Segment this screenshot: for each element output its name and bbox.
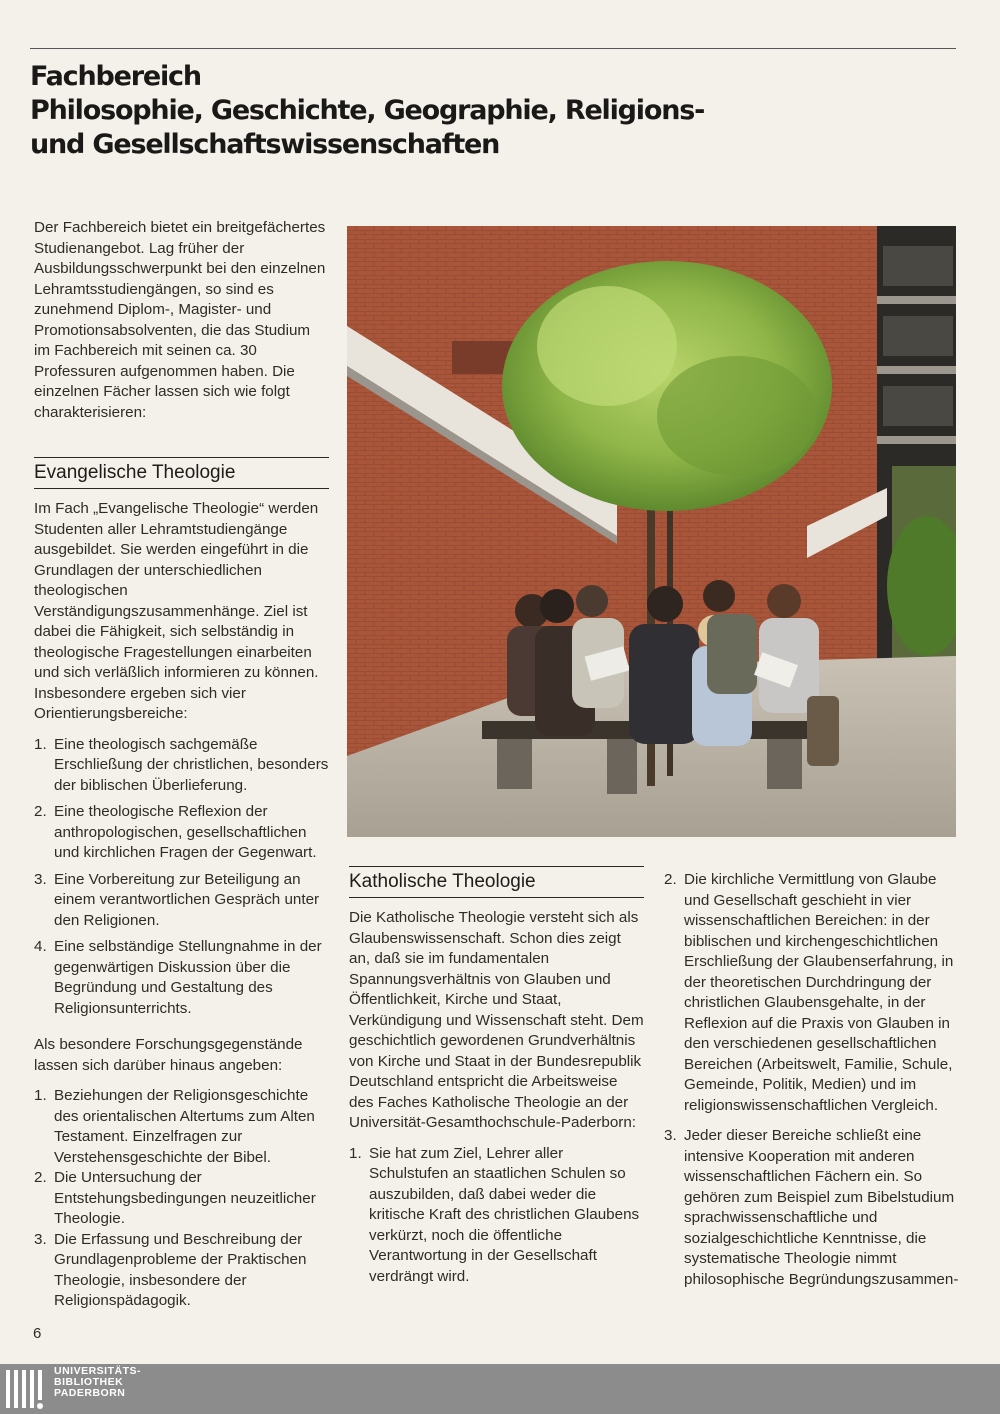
- list-item: 4. Eine selbständige Stellungnahme in der gegenwärtigen Diskussion über die Begründung und Gestaltung des Religionsunterrichts.: [34, 938, 322, 1017]
- section-heading-evangelische-theologie: Evangelische Theologie: [34, 457, 329, 489]
- list-item: 1. Sie hat zum Ziel, Lehrer aller Schulstufen an staatlichen Schulen so auszubilden, daß dabei weder die kritische Kraft des christlichen Glaubens verkürzt, noch die öffentliche Verantwortung in der Gesellschaft verdrängt wird.: [349, 1144, 640, 1285]
- page-title: [30, 60, 730, 162]
- list-item: 2. Die Untersuchung der Entstehungsbedingungen neuzeitlicher Theologie.: [34, 1169, 316, 1227]
- photo-illustration: [347, 226, 956, 837]
- list-item: 3. Eine Vorbereitung zur Beteiligung an einem verantwortlichen Gespräch unter den Religionen.: [34, 870, 320, 929]
- katholisch-list-part2: [664, 870, 959, 1290]
- orientation-list: [34, 735, 329, 1020]
- campus-photo: [347, 226, 956, 837]
- katholisch-list-part1: [349, 1144, 644, 1288]
- list-item: 2. Eine theologische Reflexion der anthropologischen, gesellschaftlichen und kirchlichen Fragen der Gegenwart.: [34, 803, 317, 861]
- column-left: [34, 218, 329, 1312]
- column-right: [664, 870, 959, 1296]
- library-footer-bar: [0, 1364, 1000, 1414]
- list-item: 3. Die Erfassung und Beschreibung der Grundlagenprobleme der Praktischen Theologie, insbesondere der Religionspädagogik.: [34, 1230, 307, 1309]
- page-number: 6: [33, 1325, 42, 1342]
- top-rule: [30, 48, 956, 49]
- evangelisch-body: Im Fach „Evangelische Theologie“ werden Studenten aller Lehramtstudiengänge ausgebildet. Sie werden eingeführt in die Grundlagen der unterschiedlichen theologischen Verständigungszusammenhänge. Ziel ist dabei die Fähigkeit, sich selbständig in theologische Fragestellungen einarbeiten und sich verläßlich informieren zu können. Insbesondere ergeben sich vier Orientierungsbereiche:: [34, 500, 319, 722]
- research-intro: Als besondere Forschungsgegenstände lassen sich darüber hinaus angeben:: [34, 1036, 303, 1074]
- list-item: 3. Jeder dieser Bereiche schließt eine intensive Kooperation mit anderen wissenschaftlichen Fächern ein. So gehören zum Beispiel zum Bibelstudium sprachwissenschaftliche und sozialgeschichtliche Kenntnisse, die systematische Theologie nimmt philosophische Begründungszusammen-: [664, 1127, 959, 1288]
- title-line: und Gesellschaftswissenschaften: [30, 129, 500, 160]
- column-middle: [349, 866, 644, 1293]
- intro-paragraph: Der Fachbereich bietet ein breitgefächertes Studienangebot. Lag früher der Ausbildungsschwerpunkt bei den einzelnen Lehramtsstudiengängen, so sind es zunehmend Diplom-, Magister- und Promotionsabsolventen, die das Studium im Fachbereich mit seinen ca. 30 Professuren aufgenommen haben. Die einzelnen Fächer lassen sich wie folgt charakterisieren:: [34, 219, 326, 421]
- title-line: Philosophie, Geschichte, Geographie, Religions-: [30, 95, 705, 126]
- research-list: [34, 1086, 329, 1312]
- section-heading-katholische-theologie: Katholische Theologie: [349, 866, 644, 898]
- list-item: 1. Beziehungen der Religionsgeschichte des orientalischen Altertums zum Alten Testament. Einzelfragen zur Verstehensgeschichte der Bibel.: [34, 1087, 315, 1166]
- library-logo-icon: [4, 1366, 48, 1412]
- list-item: 1. Eine theologisch sachgemäße Erschließung der christlichen, besonders der biblischen Überlieferung.: [34, 735, 329, 794]
- katholisch-body: Die Katholische Theologie versteht sich als Glaubenswissenschaft. Schon dies zeigt an, daß sie im fundamentalen Spannungsverhältnis von Glauben und Öffentlichkeit, Kirche und Staat, Verkündigung und Wissenschaft steht. Dem geschichtlich gewordenen Grundverhältnis von Kirche und Staat in der Bundesrepublik Deutschland entspricht die Arbeitsweise des Faches Katholische Theologie an der Universität-Gesamthochschule-Paderborn:: [349, 909, 644, 1131]
- library-name: UNIVERSITÄTS- BIBLIOTHEK PADERBORN: [54, 1365, 142, 1399]
- list-item: 2. Die kirchliche Vermittlung von Glaube und Gesellschaft geschieht in vier wissenschaftlichen Bereichen: in der biblischen und kirchengeschichtlichen Erschließung der Glaubenserfahrung, in der theoretischen Durchdringung der christlichen Glaubensgehalte, in der Reflexion auf die Praxis von Glauben in den verschiedenen gesellschaftlichen Bereichen (Arbeitswelt, Familie, Schule, Gemeinde, Politik, Medien) und im religionswissenschaftlichen Vergleich.: [664, 871, 954, 1114]
- title-line: Fachbereich: [30, 61, 201, 92]
